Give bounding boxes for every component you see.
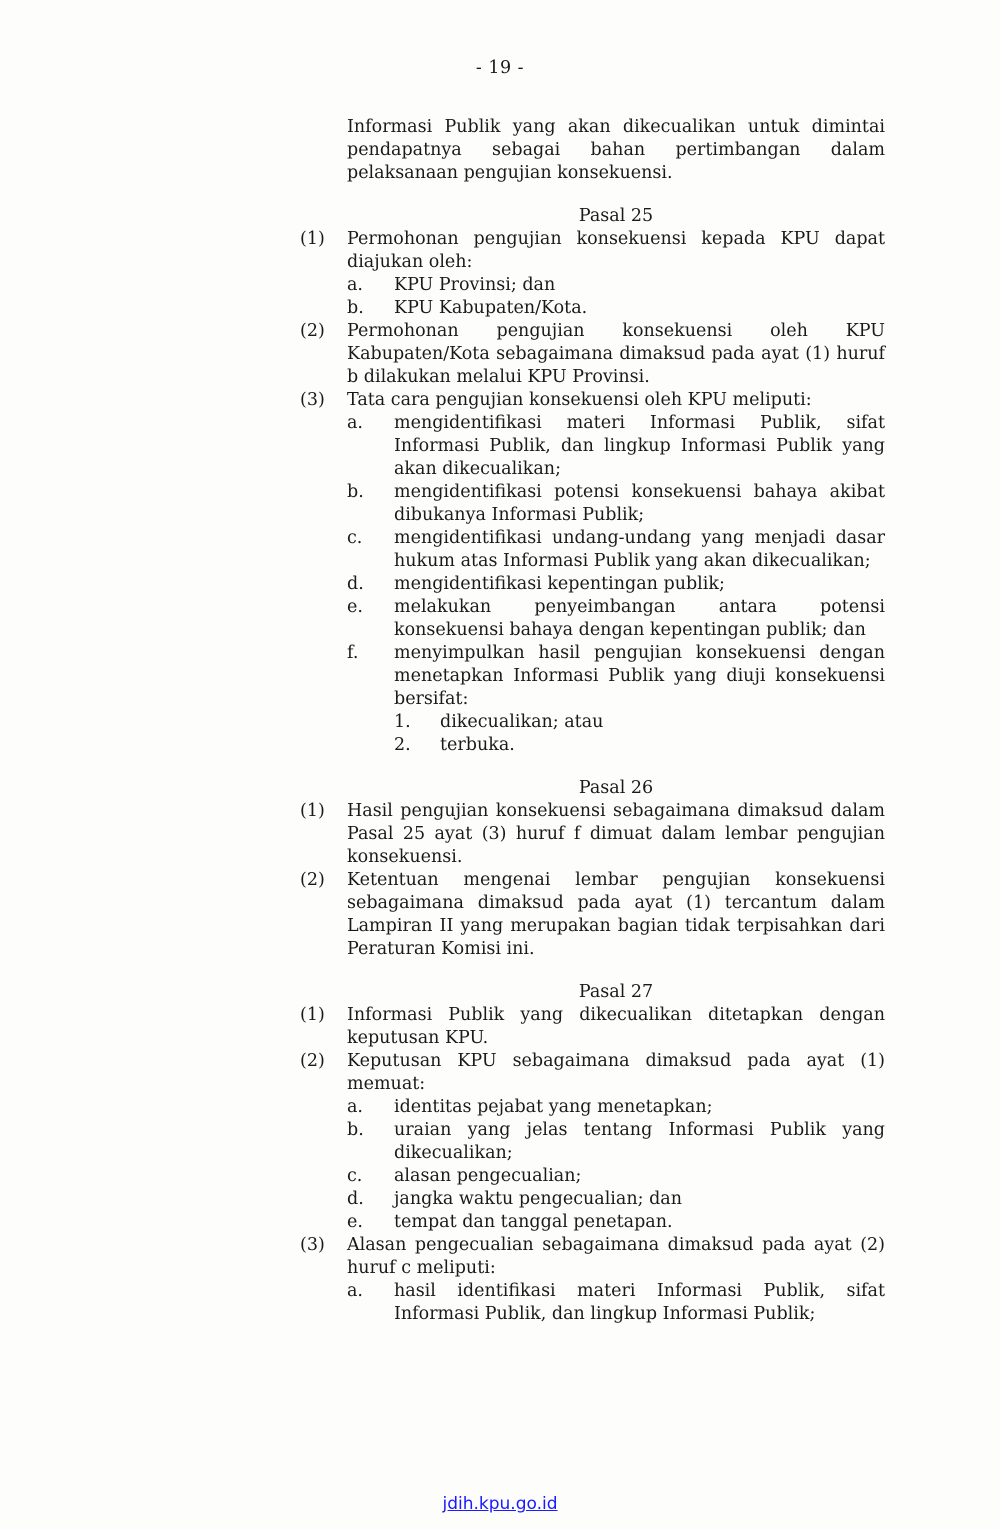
list-item (347, 297, 885, 320)
pasal-25-title: Pasal 25 (578, 206, 654, 226)
pasal-26-title: Pasal 26 (578, 778, 654, 798)
item-text: mengidentifikasi kepentingan publik; (394, 574, 725, 594)
pasal-27-title: Pasal 27 (578, 982, 654, 1002)
pasal-27-ayat-2 (300, 1050, 885, 1234)
item-label: a. (347, 275, 363, 295)
item-label: a. (347, 413, 363, 433)
list-item (347, 1188, 885, 1211)
sub-list-item (394, 734, 885, 757)
document-body (300, 116, 885, 1326)
list-item (347, 642, 885, 757)
ayat-number: (2) (300, 321, 325, 341)
item-label: a. (347, 1097, 363, 1117)
list-item (347, 527, 885, 573)
item-label: e. (347, 1212, 363, 1232)
list-item (347, 1211, 885, 1234)
item-label: b. (347, 482, 364, 502)
item-label: c. (347, 528, 363, 548)
ayat-text: Permohonan pengujian konsekuensi oleh KPU Kabupaten/Kota sebagaimana dimaksud pada ayat (1) huruf b dilakukan melalui KPU Provinsi. (347, 321, 885, 387)
ayat-text: Permohonan pengujian konsekuensi kepada KPU dapat diajukan oleh: (347, 229, 885, 272)
item-text: hasil identifikasi materi Informasi Publik, sifat Informasi Publik, dan lingkup Informasi Publik; (394, 1281, 885, 1324)
subitem-label: 2. (394, 735, 411, 755)
subitem-label: 1. (394, 712, 411, 732)
item-text: KPU Kabupaten/Kota. (394, 298, 588, 318)
list-item (347, 1280, 885, 1326)
list-item (347, 596, 885, 642)
ayat-text: Informasi Publik yang dikecualikan ditetapkan dengan keputusan KPU. (347, 1005, 885, 1048)
list-item (347, 412, 885, 481)
item-text: tempat dan tanggal penetapan. (394, 1212, 673, 1232)
item-text: melakukan penyeimbangan antara potensi konsekuensi bahaya dengan kepentingan publik; dan (394, 597, 885, 640)
sub-list-item (394, 711, 885, 734)
item-label: a. (347, 1281, 363, 1301)
item-text: jangka waktu pengecualian; dan (394, 1189, 682, 1209)
ayat-number: (2) (300, 870, 325, 890)
item-label: b. (347, 298, 364, 318)
item-text: mengidentifikasi undang-undang yang menjadi dasar hukum atas Informasi Publik yang akan dikecualikan; (394, 528, 885, 571)
item-label: d. (347, 1189, 364, 1209)
item-label: c. (347, 1166, 363, 1186)
pasal-25-ayat-2 (300, 320, 885, 389)
item-text: menyimpulkan hasil pengujian konsekuensi dengan menetapkan Informasi Publik yang diuji konsekuensi bersifat: (394, 643, 885, 709)
subitem-text: dikecualikan; atau (440, 712, 604, 732)
list-item (347, 1096, 885, 1119)
item-label: f. (347, 643, 359, 663)
item-label: e. (347, 597, 363, 617)
list-item (347, 1119, 885, 1165)
pasal-26-ayat-1 (300, 800, 885, 869)
ayat-text: Hasil pengujian konsekuensi sebagaimana dimaksud dalam Pasal 25 ayat (3) huruf f dimuat dalam lembar pengujian konsekuensi. (347, 801, 885, 867)
item-text: KPU Provinsi; dan (394, 275, 556, 295)
ayat-text: Keputusan KPU sebagaimana dimaksud pada ayat (1) memuat: (347, 1051, 885, 1094)
intro-paragraph: Informasi Publik yang akan dikecualikan untuk dimintai pendapatnya sebagai bahan pertimbangan dalam pelaksanaan pengujian konsekuensi. (347, 117, 885, 183)
ayat-number: (1) (300, 801, 325, 821)
list-item (347, 274, 885, 297)
list-item (347, 1165, 885, 1188)
pasal-26-ayat-2 (300, 869, 885, 961)
ayat-number: (1) (300, 229, 325, 249)
ayat-number: (3) (300, 1235, 325, 1255)
item-text: uraian yang jelas tentang Informasi Publik yang dikecualikan; (394, 1120, 885, 1163)
item-label: b. (347, 1120, 364, 1140)
ayat-number: (1) (300, 1005, 325, 1025)
ayat-text: Alasan pengecualian sebagaimana dimaksud pada ayat (2) huruf c meliputi: (347, 1235, 885, 1278)
list-item (347, 573, 885, 596)
ayat-number: (3) (300, 390, 325, 410)
item-text: mengidentifikasi materi Informasi Publik, sifat Informasi Publik, dan lingkup Informasi Publik yang akan dikecualikan; (394, 413, 885, 479)
ayat-text: Ketentuan mengenai lembar pengujian konsekuensi sebagaimana dimaksud pada ayat (1) tercantum dalam Lampiran II yang merupakan bagian tidak terpisahkan dari Peraturan Komisi ini. (347, 870, 885, 959)
subitem-text: terbuka. (440, 735, 515, 755)
footer-website-link[interactable]: jdih.kpu.go.id (442, 1494, 558, 1514)
list-item (347, 481, 885, 527)
item-text: identitas pejabat yang menetapkan; (394, 1097, 713, 1117)
item-text: alasan pengecualian; (394, 1166, 582, 1186)
ayat-number: (2) (300, 1051, 325, 1071)
item-text: mengidentifikasi potensi konsekuensi bahaya akibat dibukanya Informasi Publik; (394, 482, 885, 525)
pasal-27-ayat-1 (300, 1004, 885, 1050)
pasal-27-ayat-3 (300, 1234, 885, 1326)
item-label: d. (347, 574, 364, 594)
page-number: - 19 - (475, 58, 525, 78)
pasal-25-ayat-1 (300, 228, 885, 320)
pasal-25-ayat-3 (300, 389, 885, 757)
ayat-text: Tata cara pengujian konsekuensi oleh KPU meliputi: (347, 390, 812, 410)
